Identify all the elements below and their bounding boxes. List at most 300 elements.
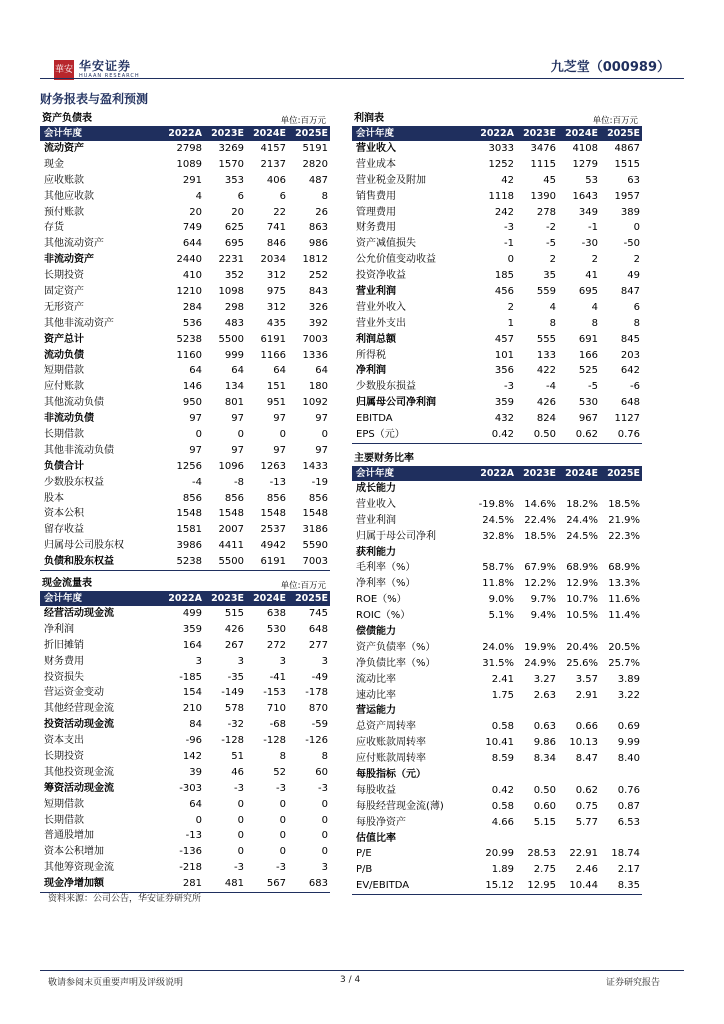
row-label: 每股经营现金流(薄) [356, 800, 444, 812]
row-value: -126 [305, 735, 328, 747]
row-value: 3476 [530, 143, 556, 154]
table-row [40, 860, 330, 876]
row-value: 68.9% [608, 562, 640, 574]
table-row [40, 506, 330, 522]
row-value: 0.50 [533, 784, 556, 796]
row-value: 0 [237, 846, 244, 858]
row-value: 359 [494, 397, 514, 409]
table-row [352, 640, 642, 656]
row-label: 速动比率 [356, 689, 396, 701]
row-value: -3 [276, 862, 286, 874]
row-value: 1252 [488, 158, 514, 170]
row-value: 710 [266, 703, 286, 715]
table-title-row [40, 112, 330, 127]
row-value: 35 [543, 270, 556, 282]
table-unit: 单位:百万元 [280, 581, 326, 591]
row-label: 长期投资 [44, 270, 84, 282]
row-value: 20 [189, 206, 202, 218]
row-value: 180 [308, 381, 328, 393]
header-year: 2023E [211, 593, 244, 604]
table-title: 主要财务比率 [354, 453, 414, 464]
row-value [516, 703, 558, 719]
row-label: 财务费用 [44, 655, 84, 667]
table-row [40, 411, 330, 427]
table-row [40, 654, 330, 670]
row-value [600, 767, 642, 783]
table-row [40, 252, 330, 268]
row-value: 0.87 [617, 800, 640, 812]
row-value: 31.5% [482, 657, 514, 669]
row-value: 12.2% [524, 578, 556, 590]
row-value: 267 [224, 639, 244, 651]
row-value: 6191 [260, 333, 286, 345]
row-label: P/E [356, 848, 372, 860]
table-row [40, 765, 330, 781]
table-row [352, 379, 642, 395]
row-value: 2 [633, 254, 640, 266]
row-value: 0 [195, 429, 202, 441]
table-row [352, 846, 642, 862]
row-value [600, 831, 642, 847]
row-value: 0 [321, 798, 328, 810]
row-value: 0 [237, 830, 244, 842]
row-label: 净负债比率（%） [356, 657, 436, 669]
row-label: 固定资产 [44, 286, 84, 298]
section-title: 财务报表与盈利预测 [40, 92, 149, 106]
row-value: -32 [227, 719, 244, 731]
header-year: 2022A [480, 468, 514, 479]
row-value: 456 [494, 286, 514, 298]
table-row [352, 332, 642, 348]
row-value: 60 [315, 766, 328, 778]
row-value: 24.4% [566, 514, 598, 526]
row-value: 164 [182, 639, 202, 651]
row-value: 975 [266, 286, 286, 298]
row-value [516, 624, 558, 640]
row-label: 应收账款 [44, 174, 84, 186]
row-value: 146 [182, 381, 202, 393]
stock-title: 九芝堂（000989） [550, 60, 670, 75]
row-value: 843 [308, 286, 328, 298]
row-value: 625 [224, 222, 244, 234]
row-value: 4 [195, 190, 202, 202]
row-value: 312 [266, 270, 286, 282]
row-value: 2 [549, 254, 556, 266]
row-value: 1092 [302, 397, 328, 409]
table-row [352, 363, 642, 379]
row-value [474, 481, 516, 497]
table-row [352, 481, 642, 497]
row-value: -218 [179, 862, 202, 874]
row-value: 5500 [218, 333, 244, 345]
table-row [40, 876, 330, 892]
row-value [558, 767, 600, 783]
row-label: 其他筹资现金流 [44, 862, 114, 874]
row-value: 950 [182, 397, 202, 409]
table-row [40, 300, 330, 316]
row-label: 其他经营现金流 [44, 703, 114, 715]
row-value: 18.2% [566, 498, 598, 510]
row-value: 567 [266, 878, 286, 890]
row-value: -1 [588, 222, 598, 234]
row-value: -3 [318, 782, 328, 794]
row-label: 现金净增加额 [44, 878, 104, 890]
table-row [352, 252, 642, 268]
row-value: -30 [581, 238, 598, 250]
row-value: 359 [182, 623, 202, 635]
row-value: 281 [182, 878, 202, 890]
row-value: 5.1% [488, 610, 514, 622]
table-row [40, 379, 330, 395]
row-label: 营运能力 [356, 705, 396, 717]
row-value: 5500 [218, 556, 244, 568]
row-value: 8 [321, 751, 328, 763]
ratios-table [352, 452, 642, 895]
row-value: 2537 [260, 524, 286, 536]
row-value: 967 [578, 413, 598, 425]
row-label: 存货 [44, 222, 64, 234]
row-label: 资本支出 [44, 735, 84, 747]
table-bottom-rule [40, 570, 330, 571]
table-row [352, 878, 642, 894]
row-value: -128 [221, 735, 244, 747]
row-value: -149 [221, 687, 244, 699]
row-value: 68.9% [566, 562, 598, 574]
row-value: 8.47 [575, 753, 598, 765]
table-row [352, 672, 642, 688]
row-value: 312 [266, 301, 286, 313]
row-value: 432 [494, 413, 514, 425]
row-value: 1548 [176, 508, 202, 520]
table-row [40, 538, 330, 554]
table-row [40, 781, 330, 797]
row-value: 4 [591, 301, 598, 313]
row-value: 870 [308, 703, 328, 715]
row-value: 536 [182, 317, 202, 329]
row-label: 资本公积增加 [44, 846, 104, 858]
row-value: 3 [321, 862, 328, 874]
row-value: 1166 [260, 349, 286, 361]
source-note: 资料来源：公司公告，华安证券研究所 [48, 894, 202, 904]
table-row [352, 688, 642, 704]
row-value: 8 [321, 190, 328, 202]
footer-divider [40, 970, 684, 971]
row-value: 4108 [572, 143, 598, 154]
row-value: 487 [308, 174, 328, 186]
row-value: 749 [182, 222, 202, 234]
row-label: 营业税金及附加 [356, 174, 426, 186]
row-value: -1 [504, 238, 514, 250]
table-title: 资产负债表 [42, 113, 92, 124]
row-value: 24.0% [482, 641, 514, 653]
row-value: 4.66 [491, 816, 514, 828]
row-value: 63 [627, 174, 640, 186]
row-value: 242 [494, 206, 514, 218]
table-row [40, 733, 330, 749]
header-year: 2022A [168, 128, 202, 139]
row-value: 1 [507, 317, 514, 329]
row-value: 845 [620, 333, 640, 345]
row-value: 801 [224, 397, 244, 409]
table-row [40, 828, 330, 844]
row-value: 0.69 [617, 721, 640, 733]
row-value: -5 [588, 381, 598, 393]
table-row [40, 459, 330, 475]
table-header-row [40, 127, 330, 141]
row-value: 2.75 [533, 864, 556, 876]
row-label: 留存收益 [44, 524, 84, 536]
table-row [352, 529, 642, 545]
row-label: 应收账款周转率 [356, 737, 426, 749]
page-header [40, 52, 684, 80]
table-row [352, 815, 642, 831]
row-value: 525 [578, 365, 598, 377]
table-row [40, 189, 330, 205]
row-value: 530 [266, 623, 286, 635]
row-value: 0 [237, 429, 244, 441]
row-value: 5238 [176, 333, 202, 345]
row-value: 2 [591, 254, 598, 266]
table-row [352, 656, 642, 672]
row-value: 10.41 [485, 737, 514, 749]
row-value: 683 [308, 878, 328, 890]
table-row [40, 141, 330, 157]
row-value: 166 [578, 349, 598, 361]
row-label: 资产总计 [44, 333, 84, 345]
table-row [40, 205, 330, 221]
row-value: 644 [182, 238, 202, 250]
row-value [600, 703, 642, 719]
row-value: 142 [182, 751, 202, 763]
row-value: 14.6% [524, 498, 556, 510]
row-value: 1096 [218, 460, 244, 472]
row-value [558, 481, 600, 497]
row-value: 9.7% [530, 594, 556, 606]
table-title-row [352, 452, 642, 467]
row-value: 4942 [260, 540, 286, 552]
table-row [40, 670, 330, 686]
row-value [474, 545, 516, 561]
table-row [40, 268, 330, 284]
row-value: 19.9% [524, 641, 556, 653]
row-value: 7003 [302, 333, 328, 345]
table-row [40, 220, 330, 236]
table-row [352, 783, 642, 799]
row-value: 1570 [218, 158, 244, 170]
row-value: 9.86 [533, 737, 556, 749]
row-value: -2 [546, 222, 556, 234]
header-year: 2025E [607, 128, 640, 139]
table-row [352, 719, 642, 735]
table-bottom-rule [352, 894, 642, 895]
row-value: 435 [266, 317, 286, 329]
row-value: 11.4% [608, 610, 640, 622]
row-value: -4 [546, 381, 556, 393]
row-value: 298 [224, 301, 244, 313]
row-value: 824 [536, 413, 556, 425]
row-value: 278 [536, 206, 556, 218]
logo-seal-icon: 華安 [54, 60, 74, 80]
row-value: 291 [182, 174, 202, 186]
row-value: 1115 [530, 158, 556, 170]
row-value: 3986 [176, 540, 202, 552]
row-label: 应付账款 [44, 381, 84, 393]
row-value: -153 [263, 687, 286, 699]
row-value: 0.42 [491, 784, 514, 796]
row-label: 利润总额 [356, 333, 396, 345]
row-value: 0.66 [575, 721, 598, 733]
table-row [352, 608, 642, 624]
row-value: 856 [266, 492, 286, 504]
row-value: 11.6% [608, 594, 640, 606]
row-value: 32.8% [482, 530, 514, 542]
row-value: 1548 [302, 508, 328, 520]
row-value: 64 [273, 365, 286, 377]
table-bottom-rule [352, 443, 642, 444]
row-label: ROIC（%） [356, 610, 411, 622]
row-value [474, 767, 516, 783]
row-value: 2820 [302, 158, 328, 170]
header-label: 会计年度 [356, 128, 395, 139]
row-value: 1098 [218, 286, 244, 298]
row-value: 4157 [260, 143, 286, 154]
row-value: 638 [266, 608, 286, 619]
row-label: 净利润 [356, 365, 386, 377]
row-label: 资产减值损失 [356, 238, 416, 250]
row-value: 0 [279, 846, 286, 858]
row-value: 9.99 [617, 737, 640, 749]
header-label: 会计年度 [44, 128, 83, 139]
row-value: 8.34 [533, 753, 556, 765]
row-label: 获利能力 [356, 546, 396, 558]
row-value: 10.44 [569, 880, 598, 892]
row-value: 8 [279, 751, 286, 763]
table-row [40, 622, 330, 638]
row-label: 总资产周转率 [356, 721, 416, 733]
row-label: EV/EBITDA [356, 880, 410, 892]
balance-sheet-table [40, 112, 330, 571]
row-value: 41 [585, 270, 598, 282]
row-value: -35 [227, 671, 244, 683]
row-label: 现金 [44, 158, 64, 170]
header-year: 2022A [480, 128, 514, 139]
row-label: 其他应收款 [44, 190, 94, 202]
row-value: -59 [311, 719, 328, 731]
row-value: 0 [321, 814, 328, 826]
row-label: 无形资产 [44, 301, 84, 313]
row-value: 0.60 [533, 800, 556, 812]
row-label: 估值比率 [356, 832, 396, 844]
row-value: 3186 [302, 524, 328, 536]
row-value: 856 [224, 492, 244, 504]
row-value: 64 [189, 798, 202, 810]
row-value: 97 [189, 444, 202, 456]
row-value: -13 [185, 830, 202, 842]
table-row [352, 767, 642, 783]
row-value: 691 [578, 333, 598, 345]
footer-disclaimer: 敬请参阅末页重要声明及评级说明 [48, 978, 184, 988]
table-row [352, 799, 642, 815]
row-value: 1581 [176, 524, 202, 536]
row-value: 20.4% [566, 641, 598, 653]
row-value: 46 [231, 766, 244, 778]
row-value: 5.77 [575, 816, 598, 828]
table-header-row [352, 467, 642, 481]
row-label: 资产负债率（%） [356, 641, 436, 653]
row-value: 8 [549, 317, 556, 329]
table-row [40, 443, 330, 459]
header-year: 2024E [565, 128, 598, 139]
header-year: 2023E [523, 128, 556, 139]
row-value [516, 481, 558, 497]
table-row [40, 363, 330, 379]
row-value: 499 [182, 608, 202, 619]
row-value: 0 [237, 798, 244, 810]
row-value: 12.9% [566, 578, 598, 590]
row-value: 10.7% [566, 594, 598, 606]
row-value: 5238 [176, 556, 202, 568]
row-value: 154 [182, 687, 202, 699]
row-value: 555 [536, 333, 556, 345]
table-row [40, 813, 330, 829]
row-value: 0 [279, 830, 286, 842]
row-value: 0.42 [491, 429, 514, 441]
row-value: 18.5% [608, 498, 640, 510]
row-label: 营业收入 [356, 498, 396, 510]
table-row [352, 141, 642, 157]
row-value: 210 [182, 703, 202, 715]
row-value: 326 [308, 301, 328, 313]
row-label: 净利润 [44, 623, 74, 635]
row-value: 483 [224, 317, 244, 329]
row-value: 84 [189, 719, 202, 731]
row-value: 3.22 [617, 689, 640, 701]
table-row [40, 606, 330, 622]
row-value: 1.75 [491, 689, 514, 701]
table-row [352, 205, 642, 221]
row-value: 21.9% [608, 514, 640, 526]
table-row [352, 268, 642, 284]
table-row [40, 157, 330, 173]
row-value: 0.62 [575, 784, 598, 796]
table-row [352, 497, 642, 513]
row-value: 389 [620, 206, 640, 218]
row-label: 销售费用 [356, 190, 396, 202]
row-value: -3 [234, 862, 244, 874]
row-label: 每股收益 [356, 784, 396, 796]
row-value: 24.9% [524, 657, 556, 669]
logo-en: HUAAN RESEARCH [79, 73, 140, 79]
row-value: 58.7% [482, 562, 514, 574]
row-value: 18.74 [611, 848, 640, 860]
table-row [40, 173, 330, 189]
company-logo [54, 60, 140, 80]
row-value: 8.40 [617, 753, 640, 765]
table-title-row [352, 112, 642, 127]
row-value: 3033 [488, 143, 514, 154]
row-label: 少数股东损益 [356, 381, 416, 393]
table-row [352, 560, 642, 576]
row-label: EPS（元） [356, 429, 405, 441]
row-value: 1336 [302, 349, 328, 361]
row-value: 986 [308, 238, 328, 250]
row-label: 营业外支出 [356, 317, 406, 329]
row-value: -13 [269, 476, 286, 488]
row-value: 151 [266, 381, 286, 393]
row-value: 648 [308, 623, 328, 635]
row-value: 5.15 [533, 816, 556, 828]
row-label: 长期借款 [44, 429, 84, 441]
